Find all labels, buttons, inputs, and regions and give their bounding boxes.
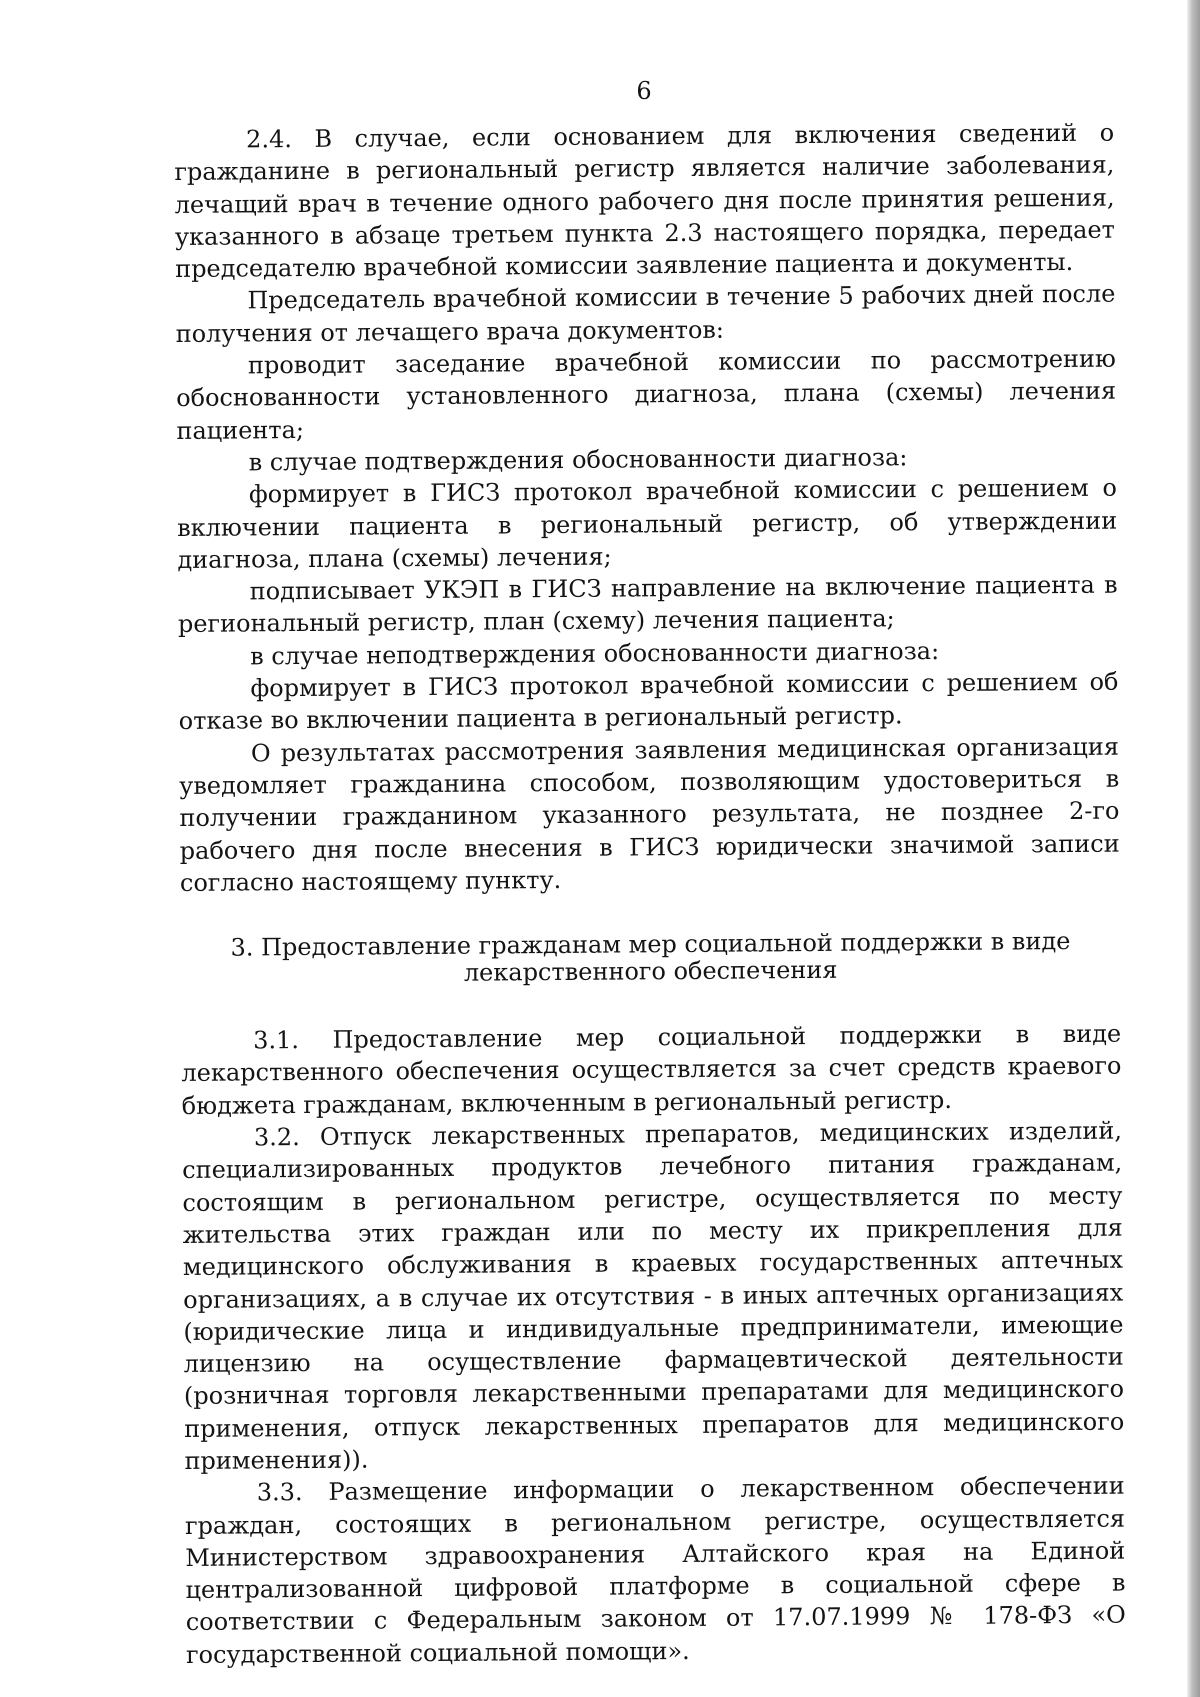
paragraph-holds-meeting: проводит заседание врачебной комиссии по рассмотрению обоснованности установленного диагноза, плана (схемы) лечения пациента; [176,344,1117,445]
paragraph-3-3: 3.3. Размещение информации о лекарственном обеспечении граждан, состоящих в региональном регистре, осуществляется Министерством здравоохранения Алтайского края на Единой централизованной цифровой платформе в социальной сфере в соответствии с Федеральным законом от 17.07.1999 № 178-ФЗ «О государственной социальной помощи». [184,1471,1126,1669]
paragraph-2-4: 2.4. В случае, если основанием для включения сведений о гражданине в региональный регистр является наличие заболевания, лечащий врач в течение одного рабочего дня после принятия решения, указанного в абзаце третьем пункта 2.3 настоящего порядка, передает председателю врачебной комиссии заявление пациента и документы. [174,118,1115,284]
paragraph-forms-protocol-inclusion: формирует в ГИСЗ протокол врачебной комиссии с решением о включении пациента в региональный регистр, об утверждении диагноза, плана (схемы) лечения; [177,473,1118,574]
paragraph-notification: О результатах рассмотрения заявления медицинская организация уведомляет гражданина способом, позволяющим удостовериться в получении гражданином указанного результата, не позднее 2-го рабочего дня после внесения в ГИСЗ юридически значимой записи согласно настоящему пункту. [179,732,1120,897]
paragraph-signs-direction: подписывает УКЭП в ГИСЗ направление на включение пациента в региональный регистр, план (схему) лечения пациента; [177,570,1118,639]
document-page [174,0,1126,1697]
paragraph-if-confirmed: в случае подтверждения обоснованности диагноза: [248,443,908,477]
page-number: 6 [636,77,652,105]
paragraph-if-not-confirmed: в случае неподтверждения обоснованности диагноза: [250,636,940,671]
document-body [174,117,1126,1671]
scan-edge-shadow [1187,0,1200,1697]
paragraph-3-2: 3.2. Отпуск лекарственных препаратов, медицинских изделий, специализированных продуктов лечебного питания гражданам, состоящим в региональном регистре, осуществляется по месту жительства этих граждан или по месту их прикрепления для медицинского обслуживания в краевых государственных аптечных организациях, а в случае их отсутствия - в иных аптечных организациях (юридические лица и индивидуальные предприниматели, имеющие лицензию на осуществление фармацевтической деятельности (розничная торговля лекарственными препаратами для медицинского применения, отпуск лекарственных препаратов для медицинского применения)). [182,1116,1125,1475]
section-3-heading: 3. Предоставление гражданам мер социальной поддержки в виде лекарственного обеспечения [230,927,1071,987]
paragraph-forms-protocol-refusal: формирует в ГИСЗ протокол врачебной комиссии с решением об отказе во включении пациента в региональный регистр. [178,667,1119,736]
paragraph-3-1: 3.1. Предоставление мер социальной поддержки в виде лекарственного обеспечения осуществляется за счет средств краевого бюджета гражданам, включенным в региональный регистр. [181,1019,1122,1120]
paragraph-commission-chair: Председатель врачебной комиссии в течение 5 рабочих дней после получения от лечащего врача документов: [175,280,1116,348]
